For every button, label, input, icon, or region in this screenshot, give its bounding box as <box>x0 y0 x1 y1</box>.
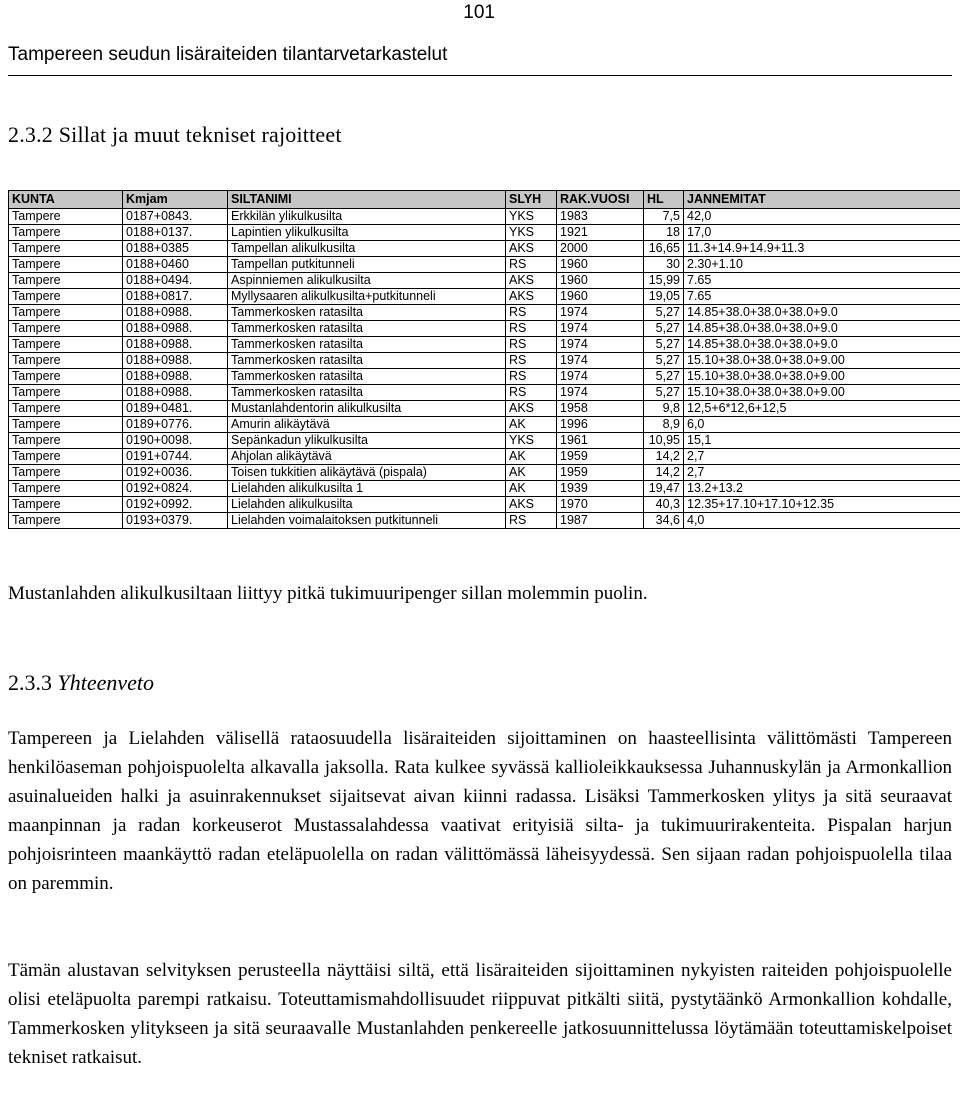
table-row <box>9 401 960 417</box>
table-cell: Tampere <box>9 385 123 401</box>
table-row <box>9 449 960 465</box>
table-row <box>9 513 960 529</box>
table-cell: RS <box>506 513 557 529</box>
table-cell: 19,47 <box>644 481 684 497</box>
table-cell: 2,7 <box>684 465 960 481</box>
table-cell: RS <box>506 385 557 401</box>
table-cell: Tampere <box>9 465 123 481</box>
table-cell: 2,7 <box>684 449 960 465</box>
table-cell: YKS <box>506 209 557 225</box>
table-cell: 5,27 <box>644 385 684 401</box>
table-row <box>9 321 960 337</box>
table-cell: YKS <box>506 225 557 241</box>
summary-paragraph-1: Tampereen ja Lielahden välisellä rataosuudella lisäraiteiden sijoittaminen on haasteellisinta välittömästi Tampereen henkilöaseman pohjoispuolelta alkavalla jaksolla. Rata kulkee syvässä kallioleikkauksessa Juhannuskylän ja Armonkallion asuinalueiden halki ja asuinrakennukset sijaitsevat aivan kiinni radassa. Lisäksi Tammerkosken ylitys ja sitä seuraavat maanpinnan ja radan korkeuserot Mustassalahdessa vaativat erityisiä silta- ja tukimuurirakenteita. Pispalan harjun pohjoisrinteen maankäyttö radan eteläpuolella on radan välittömässä läheisyydessä. Sen sijaan radan pohjoispuolella tilaa on paremmin. <box>8 728 952 894</box>
table-cell: RS <box>506 369 557 385</box>
table-cell: Tampere <box>9 305 123 321</box>
table-row <box>9 385 960 401</box>
table-cell: 1974 <box>557 385 644 401</box>
table-cell: Tammerkosken ratasilta <box>228 305 506 321</box>
table-cell: 14.85+38.0+38.0+38.0+9.0 <box>684 305 960 321</box>
table-cell: 0191+0744. <box>123 449 228 465</box>
table-cell: 14.85+38.0+38.0+38.0+9.0 <box>684 337 960 353</box>
column-header: RAK.VUOSI <box>557 191 644 209</box>
table-cell: 0187+0843. <box>123 209 228 225</box>
table-cell: Tampere <box>9 497 123 513</box>
table-cell: 0188+0385 <box>123 241 228 257</box>
table-row <box>9 257 960 273</box>
table-cell: 7.65 <box>684 273 960 289</box>
table-cell: Tampere <box>9 225 123 241</box>
table-cell: 1961 <box>557 433 644 449</box>
table-cell: 18 <box>644 225 684 241</box>
table-cell: 1974 <box>557 305 644 321</box>
table-row <box>9 353 960 369</box>
table-cell: 14,2 <box>644 449 684 465</box>
table-cell: 0192+0824. <box>123 481 228 497</box>
table-row <box>9 369 960 385</box>
column-header: SILTANIMI <box>228 191 506 209</box>
table-cell: RS <box>506 305 557 321</box>
column-header: JANNEMITAT <box>684 191 960 209</box>
table-cell: AKS <box>506 289 557 305</box>
table-cell: 15.10+38.0+38.0+38.0+9.00 <box>684 353 960 369</box>
table-cell: 1983 <box>557 209 644 225</box>
table-cell: 34,6 <box>644 513 684 529</box>
table-cell: 12.35+17.10+17.10+12.35 <box>684 497 960 513</box>
table-cell: Tampere <box>9 289 123 305</box>
table-cell: 0188+0988. <box>123 385 228 401</box>
table-cell: 0189+0776. <box>123 417 228 433</box>
table-row <box>9 433 960 449</box>
table-cell: 1959 <box>557 449 644 465</box>
table-cell: AKS <box>506 497 557 513</box>
table-cell: 8,9 <box>644 417 684 433</box>
table-cell: 11.3+14.9+14.9+11.3 <box>684 241 960 257</box>
column-header: SLYH <box>506 191 557 209</box>
table-cell: 1960 <box>557 257 644 273</box>
table-cell: AK <box>506 481 557 497</box>
table-cell: 0188+0988. <box>123 321 228 337</box>
table-cell: 0188+0988. <box>123 353 228 369</box>
table-cell: Tampere <box>9 449 123 465</box>
table-cell: 0192+0992. <box>123 497 228 513</box>
table-cell: 42,0 <box>684 209 960 225</box>
table-cell: RS <box>506 353 557 369</box>
table-cell: Amurin alikäytävä <box>228 417 506 433</box>
table-row <box>9 225 960 241</box>
table-row <box>9 209 960 225</box>
table-cell: 6,0 <box>684 417 960 433</box>
table-row <box>9 465 960 481</box>
table-cell: 0193+0379. <box>123 513 228 529</box>
table-cell: Lielahden alikulkusilta 1 <box>228 481 506 497</box>
table-cell: Tampere <box>9 481 123 497</box>
table-cell: RS <box>506 337 557 353</box>
table-cell: 1939 <box>557 481 644 497</box>
table-cell: Tampere <box>9 209 123 225</box>
table-cell: 0188+0988. <box>123 305 228 321</box>
table-cell: 1974 <box>557 369 644 385</box>
table-cell: 5,27 <box>644 337 684 353</box>
page-number: 101 <box>463 2 495 23</box>
table-cell: 15.10+38.0+38.0+38.0+9.00 <box>684 369 960 385</box>
table-cell: 1987 <box>557 513 644 529</box>
table-cell: 1970 <box>557 497 644 513</box>
table-cell: Tammerkosken ratasilta <box>228 369 506 385</box>
table-cell: Tampellan putkitunneli <box>228 257 506 273</box>
table-cell: Tammerkosken ratasilta <box>228 337 506 353</box>
table-cell: 1974 <box>557 321 644 337</box>
table-row <box>9 241 960 257</box>
table-cell: 0188+0988. <box>123 369 228 385</box>
table-cell: Sepänkadun ylikulkusilta <box>228 433 506 449</box>
table-cell: 17,0 <box>684 225 960 241</box>
table-cell: Tammerkosken ratasilta <box>228 385 506 401</box>
table-cell: AKS <box>506 273 557 289</box>
running-header: Tampereen seudun lisäraiteiden tilantarvetarkastelut <box>8 44 448 65</box>
table-cell: Tampere <box>9 241 123 257</box>
table-cell: Ahjolan alikäytävä <box>228 449 506 465</box>
table-cell: 0188+0137. <box>123 225 228 241</box>
table-cell: Tampere <box>9 513 123 529</box>
table-row <box>9 337 960 353</box>
table-cell: 1960 <box>557 273 644 289</box>
table-cell: AK <box>506 449 557 465</box>
table-row <box>9 417 960 433</box>
table-cell: Tampellan alikulkusilta <box>228 241 506 257</box>
table-cell: 19,05 <box>644 289 684 305</box>
table-cell: 5,27 <box>644 353 684 369</box>
table-cell: Tammerkosken ratasilta <box>228 353 506 369</box>
table-cell: Aspinniemen alikulkusilta <box>228 273 506 289</box>
column-header: HL <box>644 191 684 209</box>
subsection-number: 2.3.3 <box>8 670 52 695</box>
table-cell: AKS <box>506 401 557 417</box>
table-cell: 30 <box>644 257 684 273</box>
table-cell: 1974 <box>557 353 644 369</box>
column-header: Kmjam <box>123 191 228 209</box>
table-cell: 14,2 <box>644 465 684 481</box>
table-cell: 1921 <box>557 225 644 241</box>
table-cell: 5,27 <box>644 305 684 321</box>
table-cell: Erkkilän ylikulkusilta <box>228 209 506 225</box>
table-cell: 15,1 <box>684 433 960 449</box>
table-cell: Tampere <box>9 337 123 353</box>
table-cell: 4,0 <box>684 513 960 529</box>
table-cell: 15,99 <box>644 273 684 289</box>
table-row <box>9 481 960 497</box>
table-cell: Tampere <box>9 433 123 449</box>
table-cell: 2.30+1.10 <box>684 257 960 273</box>
table-cell: 12,5+6*12,6+12,5 <box>684 401 960 417</box>
header-rule <box>8 75 952 76</box>
table-cell: Lielahden alikulkusilta <box>228 497 506 513</box>
table-cell: RS <box>506 321 557 337</box>
table-cell: 5,27 <box>644 321 684 337</box>
subsection-heading <box>8 670 154 696</box>
table-row <box>9 273 960 289</box>
table-cell: Lapintien ylikulkusilta <box>228 225 506 241</box>
table-cell: Tampere <box>9 417 123 433</box>
table-row <box>9 289 960 305</box>
table-cell: Tampere <box>9 321 123 337</box>
table-cell: 0188+0817. <box>123 289 228 305</box>
table-cell: 1958 <box>557 401 644 417</box>
table-cell: 1974 <box>557 337 644 353</box>
table-row <box>9 497 960 513</box>
table-cell: Toisen tukkitien alikäytävä (pispala) <box>228 465 506 481</box>
table-cell: 2000 <box>557 241 644 257</box>
table-cell: 40,3 <box>644 497 684 513</box>
table-cell: Tampere <box>9 401 123 417</box>
table-cell: YKS <box>506 433 557 449</box>
bridge-table <box>8 190 960 529</box>
table-cell: 5,27 <box>644 369 684 385</box>
table-cell: Myllysaaren alikulkusilta+putkitunneli <box>228 289 506 305</box>
table-cell: Tammerkosken ratasilta <box>228 321 506 337</box>
table-cell: 13.2+13.2 <box>684 481 960 497</box>
table-cell: 15.10+38.0+38.0+38.0+9.00 <box>684 385 960 401</box>
table-cell: 10,95 <box>644 433 684 449</box>
table-cell: Mustanlahdentorin alikulkusilta <box>228 401 506 417</box>
table-cell: 0188+0988. <box>123 337 228 353</box>
summary-paragraph-2: Tämän alustavan selvityksen perusteella näyttäisi siltä, että lisäraiteiden sijoittaminen nykyisten raiteiden pohjoispuolelle olisi eteläpuolta parempi ratkaisu. Toteuttamismahdollisuudet riippuvat pitkälti siitä, pystytäänkö Armonkallion kohdalle, Tammerkosken ylitykseen ja sitä seuraavalle Mustanlahden penkereelle jatkosuunnittelussa löytämään toteuttamiskelpoiset tekniset ratkaisut. <box>8 960 952 1068</box>
table-cell: Lielahden voimalaitoksen putkitunneli <box>228 513 506 529</box>
table-cell: AK <box>506 417 557 433</box>
table-row <box>9 305 960 321</box>
table-cell: 0190+0098. <box>123 433 228 449</box>
table-cell: 9,8 <box>644 401 684 417</box>
section-heading: 2.3.2 Sillat ja muut tekniset rajoitteet <box>8 122 342 147</box>
table-cell: AK <box>506 465 557 481</box>
table-cell: Tampere <box>9 257 123 273</box>
table-cell: 1996 <box>557 417 644 433</box>
table-cell: 14.85+38.0+38.0+38.0+9.0 <box>684 321 960 337</box>
table-cell: AKS <box>506 241 557 257</box>
table-cell: 16,65 <box>644 241 684 257</box>
table-cell: Tampere <box>9 369 123 385</box>
table-cell: Tampere <box>9 273 123 289</box>
subsection-title: Yhteenveto <box>57 670 155 695</box>
table-cell: 7.65 <box>684 289 960 305</box>
table-body <box>9 209 960 529</box>
table-header-row <box>9 191 960 209</box>
table-cell: 0188+0460 <box>123 257 228 273</box>
column-header: KUNTA <box>9 191 123 209</box>
table-cell: 0189+0481. <box>123 401 228 417</box>
table-cell: RS <box>506 257 557 273</box>
table-cell: 1960 <box>557 289 644 305</box>
table-cell: 0188+0494. <box>123 273 228 289</box>
table-cell: 0192+0036. <box>123 465 228 481</box>
table-cell: 7,5 <box>644 209 684 225</box>
table-cell: Tampere <box>9 353 123 369</box>
table-cell: 1959 <box>557 465 644 481</box>
bridge-note: Mustanlahden alikulkusiltaan liittyy pitkä tukimuuripenger sillan molemmin puolin. <box>8 583 648 604</box>
